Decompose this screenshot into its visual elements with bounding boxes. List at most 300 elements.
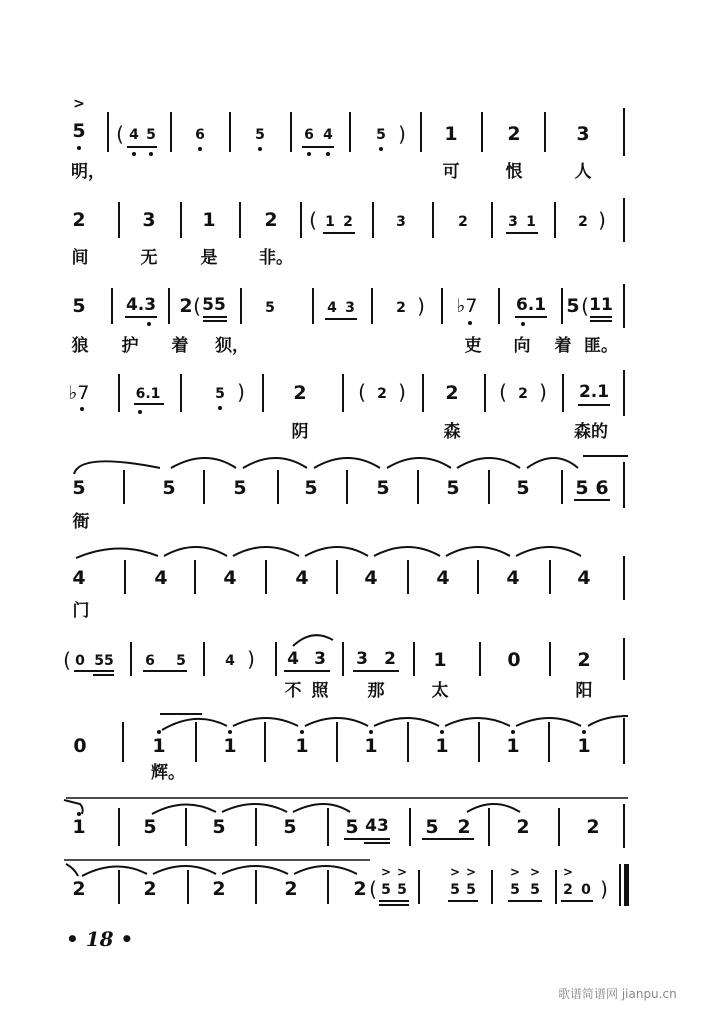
high-octave-dot: [77, 812, 81, 816]
beam: [143, 670, 187, 672]
note: 5: [215, 386, 225, 402]
barline: [239, 202, 241, 238]
high-octave-dot: [300, 730, 304, 734]
close-paren: ): [417, 294, 425, 318]
barline: [484, 374, 486, 412]
note: 2: [377, 386, 387, 402]
note: 2: [343, 214, 353, 230]
tie-arc: [76, 548, 158, 558]
beam: [284, 670, 330, 672]
barline: [623, 638, 625, 680]
note: 4: [72, 567, 86, 589]
barline: [420, 112, 422, 152]
tie-arc: [446, 547, 510, 556]
tie-arc: [74, 461, 160, 474]
note: 3: [508, 214, 518, 230]
accent-mark: >: [465, 865, 477, 879]
lyric: 森的: [574, 422, 608, 442]
barline: [118, 808, 120, 846]
tie-arc: [588, 716, 628, 726]
lyric: 间: [71, 248, 89, 268]
beam: [422, 838, 474, 840]
barline: [371, 288, 373, 324]
barline: [488, 470, 490, 504]
tie-arc: [457, 458, 520, 468]
note: ♭7: [456, 295, 478, 317]
beam: [127, 146, 157, 148]
lyric: 非。: [259, 248, 293, 268]
note: 2: [353, 878, 367, 900]
accent-mark: >: [396, 865, 408, 879]
beam: [74, 670, 114, 672]
barline: [488, 808, 490, 846]
barline: [265, 560, 267, 594]
low-octave-dot: [379, 147, 383, 151]
note: 4: [225, 653, 235, 669]
note: 4: [327, 300, 337, 316]
note: 0: [507, 649, 521, 671]
low-octave-dot: [138, 410, 142, 414]
barline: [561, 288, 563, 324]
note: 2: [179, 295, 193, 317]
barline: [478, 722, 480, 762]
note: 2: [457, 816, 471, 838]
tie-arc: [153, 866, 216, 874]
barline: [346, 470, 348, 504]
note: 55: [94, 653, 114, 669]
low-octave-dot: [132, 152, 136, 156]
open-paren: (: [369, 877, 377, 901]
barline: [336, 560, 338, 594]
barline: [111, 288, 113, 324]
beam: [508, 900, 542, 902]
note: 2: [72, 878, 86, 900]
barline: [123, 470, 125, 504]
tie-arc: [66, 864, 78, 876]
beam: [353, 670, 399, 672]
tie-arc: [305, 547, 368, 556]
beam: [561, 900, 593, 902]
lyric: 门: [72, 601, 90, 621]
note: 3: [396, 214, 406, 230]
note: 4: [295, 567, 309, 589]
close-paren: ): [398, 380, 406, 404]
barline: [407, 560, 409, 594]
lyric: 不: [284, 681, 302, 701]
note: 3: [356, 649, 368, 669]
note: 2: [264, 209, 278, 231]
barline: [623, 284, 625, 328]
lyric: 狼: [71, 336, 89, 356]
barline: [623, 198, 625, 242]
barline: [290, 112, 292, 152]
note: 5: [143, 816, 157, 838]
close-paren: ): [247, 647, 255, 671]
barline: [312, 288, 314, 324]
note: ♭7: [68, 382, 90, 404]
accent-mark: >: [449, 865, 461, 879]
note: 6: [304, 127, 314, 143]
tie-arc: [171, 458, 236, 468]
accent-mark: >: [73, 96, 85, 112]
high-octave-dot: [440, 730, 444, 734]
tie-arc: [314, 458, 380, 468]
accent-mark: >: [380, 865, 392, 879]
note: 1: [202, 209, 216, 231]
high-octave-dot: [228, 730, 232, 734]
barline: [168, 288, 170, 324]
barline: [623, 462, 625, 508]
close-paren: ): [598, 208, 606, 232]
barline: [623, 804, 625, 848]
note: 5: [425, 816, 439, 838]
close-paren: ): [398, 122, 406, 146]
accent-mark: >: [529, 865, 541, 879]
beam: [323, 232, 355, 234]
barline: [170, 112, 172, 152]
lyric: 狈，: [215, 336, 249, 356]
note: 4: [364, 567, 378, 589]
beam: [379, 904, 409, 906]
note: 0: [581, 882, 591, 898]
note: 1: [295, 735, 309, 757]
open-paren: (: [309, 208, 317, 232]
lyric: 向: [513, 336, 531, 356]
barline: [203, 642, 205, 676]
low-octave-dot: [147, 322, 151, 326]
barline: [549, 642, 551, 676]
lyric: 辉。: [151, 763, 185, 783]
lyric: 那: [367, 681, 385, 701]
beam: [448, 900, 478, 902]
beam: [590, 316, 612, 318]
note: 5: [304, 477, 318, 499]
barline: [544, 112, 546, 152]
note: 1: [325, 214, 335, 230]
beam: [203, 316, 227, 318]
lyric: 可: [442, 162, 460, 182]
barline: [418, 870, 420, 904]
barline: [623, 370, 625, 416]
note: 1: [433, 649, 447, 671]
lyric: 无: [140, 248, 158, 268]
barline: [372, 202, 374, 238]
note: 2: [384, 649, 396, 669]
tie-arc: [152, 804, 216, 814]
note: 1: [72, 816, 86, 838]
note: 2: [212, 878, 226, 900]
barline: [623, 718, 625, 764]
barline: [240, 288, 242, 324]
note: 2: [458, 214, 468, 230]
barline: [264, 722, 266, 762]
low-octave-dot: [326, 152, 330, 156]
barline: [491, 870, 493, 904]
note: 5: [72, 477, 86, 499]
note: 4: [287, 649, 299, 669]
note: 2: [143, 878, 157, 900]
lyric: 衙: [72, 512, 90, 532]
barline: [555, 870, 557, 904]
barline: [562, 374, 564, 412]
lyric: 护: [121, 336, 139, 356]
note: 1: [223, 735, 237, 757]
barline: [481, 112, 483, 152]
note: 5: [146, 127, 156, 143]
note: 5: [376, 127, 386, 143]
barline: [180, 374, 182, 412]
barline: [118, 202, 120, 238]
note: 5: [345, 816, 359, 838]
lyric: 人: [574, 162, 592, 182]
barline: [558, 808, 560, 846]
barline: [491, 202, 493, 238]
barline: [118, 374, 120, 412]
beam: [364, 842, 390, 844]
accent-mark: >: [509, 865, 521, 879]
beam: [302, 146, 334, 148]
tie-arc: [467, 804, 520, 812]
barline: [195, 722, 197, 762]
barline: [623, 108, 625, 156]
close-paren: ): [600, 877, 608, 901]
barline: [255, 808, 257, 846]
note: 5: [233, 477, 247, 499]
note: 6.1: [135, 386, 161, 402]
note: 4.3: [125, 295, 157, 315]
lyric: 恨: [505, 162, 523, 182]
note: 3: [314, 649, 326, 669]
open-paren: (: [358, 380, 366, 404]
beam: [515, 316, 547, 318]
watermark: 歌谱简谱网 jianpu.cn: [558, 987, 677, 1001]
note: 3: [142, 209, 156, 231]
note: 4: [154, 567, 168, 589]
lyric: 照: [311, 681, 329, 701]
note: 4: [436, 567, 450, 589]
beam: [203, 320, 227, 322]
note: 5: [381, 882, 391, 898]
tie-arc: [387, 458, 451, 468]
note: 5: [446, 477, 460, 499]
lyric: 阳: [575, 681, 593, 701]
barline: [277, 470, 279, 504]
barline: [432, 202, 434, 238]
note: 5: [72, 295, 86, 317]
tie-arc: [82, 866, 147, 876]
lyric: 着: [554, 336, 572, 356]
note: 5: [397, 882, 407, 898]
note: 1: [364, 735, 378, 757]
tie-arc: [243, 458, 307, 468]
note: 5: [376, 477, 390, 499]
barline: [124, 560, 126, 594]
barline: [407, 722, 409, 762]
low-octave-dot: [307, 152, 311, 156]
open-paren: (: [63, 648, 71, 672]
high-octave-dot: [511, 730, 515, 734]
lyric: 明，: [71, 162, 105, 182]
open-paren: (: [499, 380, 507, 404]
note: 2: [445, 382, 459, 404]
barline: [413, 642, 415, 676]
tie-arc: [233, 547, 299, 556]
barline: [477, 560, 479, 594]
note: 2.1: [578, 382, 610, 402]
note: 0: [73, 735, 87, 757]
note: 3: [576, 123, 590, 145]
note: 43: [365, 816, 389, 836]
note: 5: [265, 300, 275, 316]
beam: [590, 320, 612, 322]
low-octave-dot: [80, 407, 84, 411]
tie-arc: [293, 804, 350, 812]
barline: [623, 556, 625, 600]
note: 2: [507, 123, 521, 145]
note: 5: [255, 127, 265, 143]
barline: [409, 808, 411, 846]
low-octave-dot: [149, 152, 153, 156]
barline: [187, 870, 189, 904]
note: 5: [72, 120, 86, 142]
barline: [548, 722, 550, 762]
note: 2: [518, 386, 528, 402]
note: 2: [578, 214, 588, 230]
barline: [342, 374, 344, 412]
note: 2: [577, 649, 591, 671]
note: 5: [450, 882, 460, 898]
beam: [574, 499, 610, 501]
note: 5: [176, 653, 186, 669]
note: 6: [145, 653, 155, 669]
beam: [578, 404, 610, 406]
lyric: 阴: [291, 422, 309, 442]
barline: [554, 202, 556, 238]
lyric: 吏: [464, 336, 482, 356]
note: 2: [284, 878, 298, 900]
low-octave-dot: [218, 406, 222, 410]
note: 0: [75, 653, 85, 669]
note: 2: [293, 382, 307, 404]
note: 2: [396, 300, 406, 316]
beam: [134, 403, 164, 405]
lyric: 着: [171, 336, 189, 356]
low-octave-dot: [198, 147, 202, 151]
tie-arc: [164, 547, 227, 556]
low-octave-dot: [77, 146, 81, 150]
high-octave-dot: [157, 730, 161, 734]
note: 5: [566, 295, 580, 317]
note: 4: [129, 127, 139, 143]
barline: [262, 374, 264, 412]
note: 1: [152, 735, 166, 757]
note: 2: [563, 882, 573, 898]
note: 4: [577, 567, 591, 589]
barline: [300, 202, 302, 238]
barline: [441, 288, 443, 324]
barline: [417, 470, 419, 504]
note: 5: [162, 477, 176, 499]
barline: [194, 560, 196, 594]
barline: [185, 808, 187, 846]
tie-arc: [374, 547, 440, 556]
barline: [349, 112, 351, 152]
note: 1: [577, 735, 591, 757]
lyric: 森: [443, 422, 461, 442]
barline: [342, 642, 344, 676]
note: 6: [595, 477, 609, 499]
barline: [498, 288, 500, 324]
lyric: 太: [431, 681, 449, 701]
open-paren: (: [193, 294, 201, 318]
barline: [130, 642, 132, 676]
note: 6: [195, 127, 205, 143]
tie-arc: [516, 547, 581, 556]
note: 1: [526, 214, 536, 230]
open-paren: (: [116, 122, 124, 146]
note: 5: [212, 816, 226, 838]
note: 2: [72, 209, 86, 231]
note: 4: [506, 567, 520, 589]
beam: [379, 900, 409, 902]
note: 1: [506, 735, 520, 757]
note: 5: [530, 882, 540, 898]
note: 5: [283, 816, 297, 838]
barline: [275, 642, 277, 676]
accent-mark: >: [562, 865, 574, 879]
barline: [479, 642, 481, 676]
high-octave-dot: [582, 730, 586, 734]
barline: [122, 722, 124, 762]
note: 2: [516, 816, 530, 838]
beam: [506, 232, 538, 234]
barline: [422, 374, 424, 412]
beam: [344, 838, 390, 840]
note: 6.1: [515, 295, 547, 315]
beam: [325, 318, 357, 320]
high-octave-dot: [369, 730, 373, 734]
note: 2: [586, 816, 600, 838]
beam: [93, 674, 114, 676]
final-barline-thin: [619, 864, 621, 906]
barline: [118, 870, 120, 904]
note: 4: [223, 567, 237, 589]
barline: [180, 202, 182, 238]
barline: [107, 112, 109, 152]
open-paren: (: [581, 294, 589, 318]
low-octave-dot: [468, 321, 472, 325]
note: 1: [444, 123, 458, 145]
low-octave-dot: [258, 147, 262, 151]
barline: [203, 470, 205, 504]
note: 3: [345, 300, 355, 316]
note: 5: [510, 882, 520, 898]
note: 4: [323, 127, 333, 143]
tie-arc: [294, 866, 357, 874]
close-paren: ): [539, 380, 547, 404]
lyric: 匪。: [584, 336, 618, 356]
final-barline-thick: [624, 864, 629, 906]
barline: [327, 870, 329, 904]
barline: [327, 808, 329, 846]
barline: [549, 560, 551, 594]
beam: [125, 316, 157, 318]
barline: [336, 722, 338, 762]
barline: [561, 470, 563, 504]
note: 5: [466, 882, 476, 898]
slur-arc: [293, 635, 333, 646]
barline: [229, 112, 231, 152]
